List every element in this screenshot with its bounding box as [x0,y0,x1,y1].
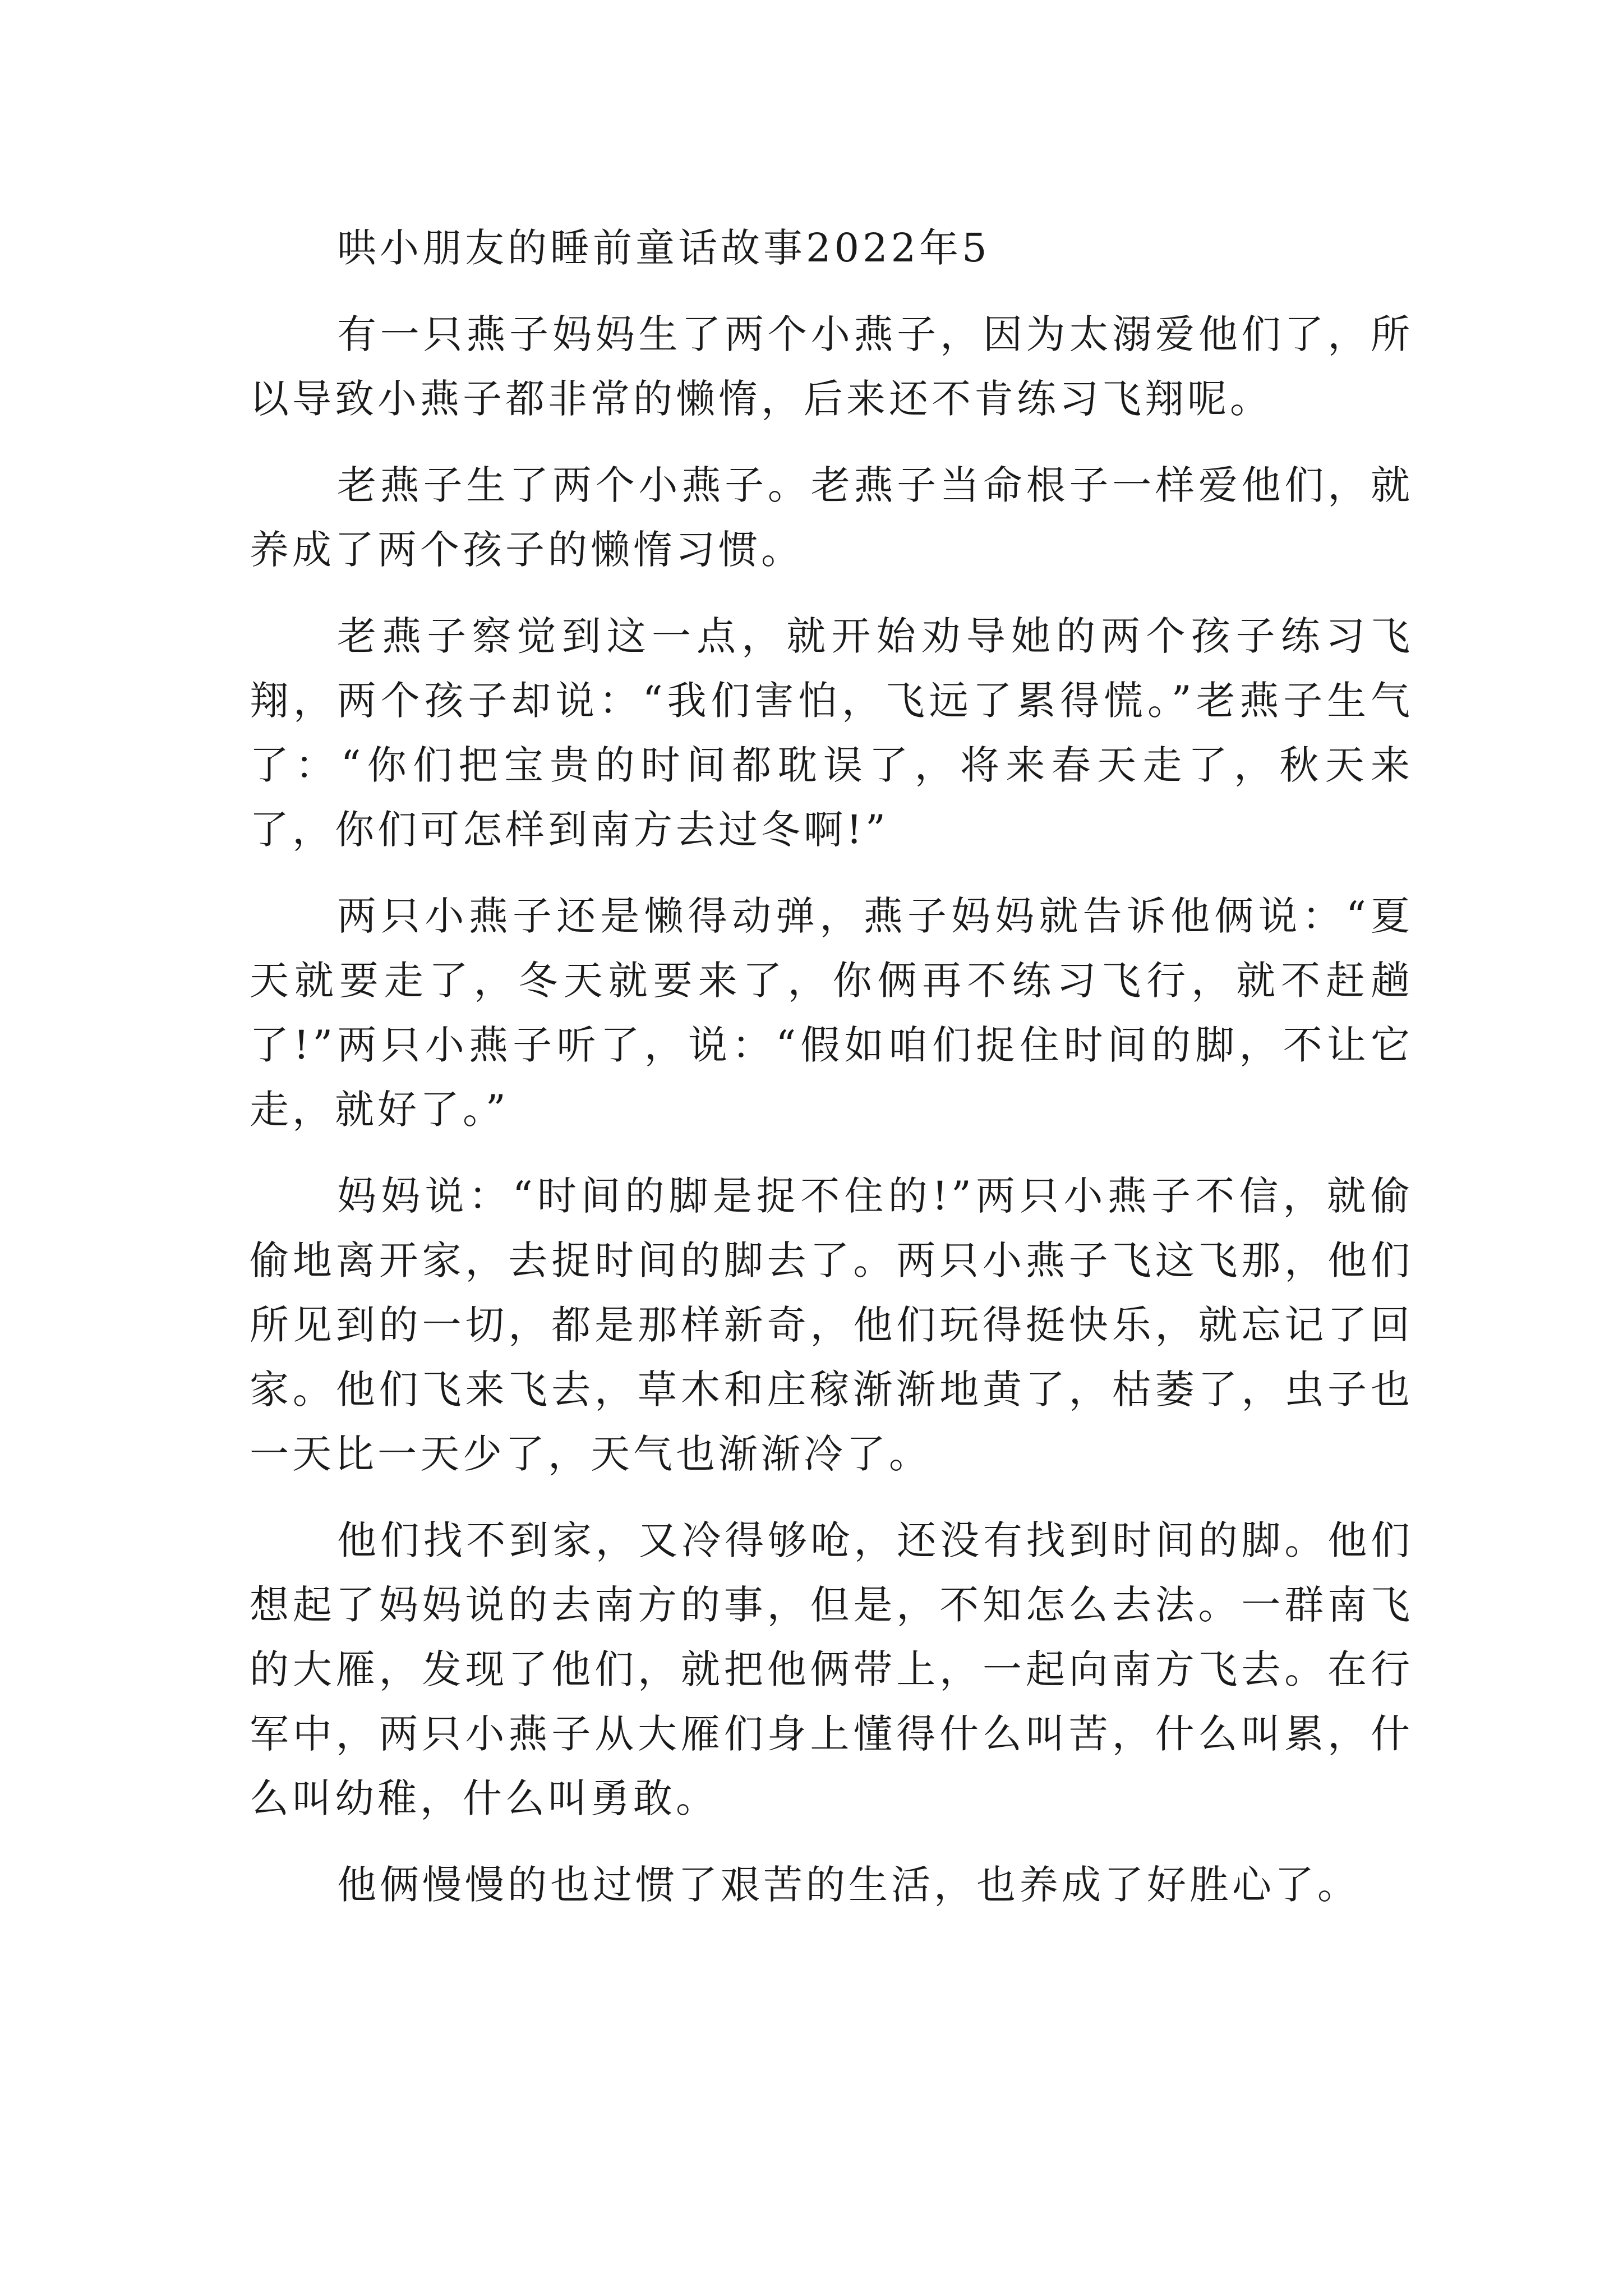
paragraph: 老燕子生了两个小燕子。老燕子当命根子一样爱他们，就养成了两个孩子的懒惰习惯。 [250,462,1413,573]
document-body [250,216,1413,1939]
paragraph: 他俩慢慢的也过惯了艰苦的生活，也养成了好胜心了。 [337,1862,1360,1908]
paragraph: 他们找不到家，又冷得够呛，还没有找到时间的脚。他们想起了妈妈说的去南方的事，但是，不知怎么去法。一群南飞的大雁，发现了他们，就把他俩带上，一起向南方飞去。在行军中，两只小燕子从大雁们身上懂得什么叫苦，什么叫累，什么叫幼稚，什么叫勇敢。 [250,1517,1413,1821]
paragraph: 老燕子察觉到这一点，就开始劝导她的两个孩子练习飞翔，两个孩子却说：“我们害怕，飞远了累得慌。”老燕子生气了：“你们把宝贵的时间都耽误了，将来春天走了，秋天来了，你们可怎样到南方去过冬啊!” [250,613,1413,853]
paragraph: 有一只燕子妈妈生了两个小燕子，因为太溺爱他们了，所以导致小燕子都非常的懒惰，后来还不肯练习飞翔呢。 [250,311,1413,422]
paragraph: 妈妈说：“时间的脚是捉不住的!”两只小燕子不信，就偷偷地离开家，去捉时间的脚去了。两只小燕子飞这飞那，他们所见到的一切，都是那样新奇，他们玩得挺快乐，就忘记了回家。他们飞来飞去，草木和庄稼渐渐地黄了，枯萎了，虫子也一天比一天少了，天气也渐渐冷了。 [250,1173,1413,1477]
paragraph: 两只小燕子还是懒得动弹，燕子妈妈就告诉他俩说：“夏天就要走了，冬天就要来了，你俩再不练习飞行，就不赶趟了!”两只小燕子听了，说：“假如咱们捉住时间的脚，不让它走，就好了。” [250,893,1413,1133]
document-title: 哄小朋友的睡前童话故事2022年5 [337,225,990,271]
